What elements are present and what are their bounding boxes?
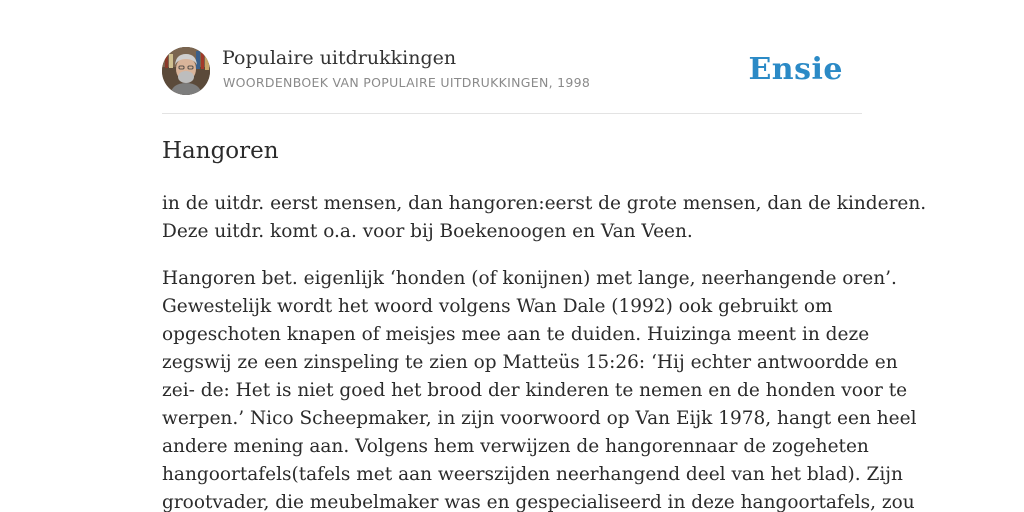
text-line: Gewestelijk wordt het woord volgens Wan Dale (1992) ook gebruikt om <box>162 296 833 317</box>
entry-paragraph <box>162 265 917 512</box>
text-line: andere mening aan. Volgens hem verwijzen de hangorennaar de zogeheten <box>162 436 869 457</box>
entry-header <box>162 0 862 114</box>
entry-page <box>162 0 927 512</box>
text-line: zei- de: Het is niet goed het brood der kinderen te nemen en de honden voor te <box>162 380 908 401</box>
source-title[interactable]: Populaire uitdrukkingen <box>222 47 457 69</box>
entry-body <box>162 190 927 512</box>
entry-paragraph <box>162 190 927 246</box>
author-avatar[interactable] <box>162 47 210 95</box>
text-line: zegswij ze een zinspeling te zien op Matteüs 15:26: ‘Hij echter antwoordde en <box>162 352 898 373</box>
text-line: opgeschoten knapen of meisjes mee aan te duiden. Huizinga meent in deze <box>162 324 870 345</box>
ensie-logo[interactable]: Ensie <box>748 52 843 87</box>
source-subtitle: WOORDENBOEK VAN POPULAIRE UITDRUKKINGEN, 1998 <box>223 75 591 90</box>
text-line: werpen.’ Nico Scheepmaker, in zijn voorwoord op Van Eijk 1978, hangt een heel <box>162 408 917 429</box>
entry-title: Hangoren <box>162 138 279 164</box>
author-portrait-icon <box>162 47 210 95</box>
text-line: in de uitdr. eerst mensen, dan hangoren:eerst de grote mensen, dan de kinderen. <box>162 193 927 214</box>
text-line: grootvader, die meubelmaker was en gespecialiseerd in deze hangoortafels, zou <box>162 492 915 512</box>
text-line: Hangoren bet. eigenlijk ‘honden (of konijnen) met lange, neerhangende oren’. <box>162 268 897 289</box>
text-line: hangoortafels(tafels met aan weerszijden neerhangend deel van het blad). Zijn <box>162 464 903 485</box>
text-line: Deze uitdr. komt o.a. voor bij Boekenoogen en Van Veen. <box>162 221 693 242</box>
